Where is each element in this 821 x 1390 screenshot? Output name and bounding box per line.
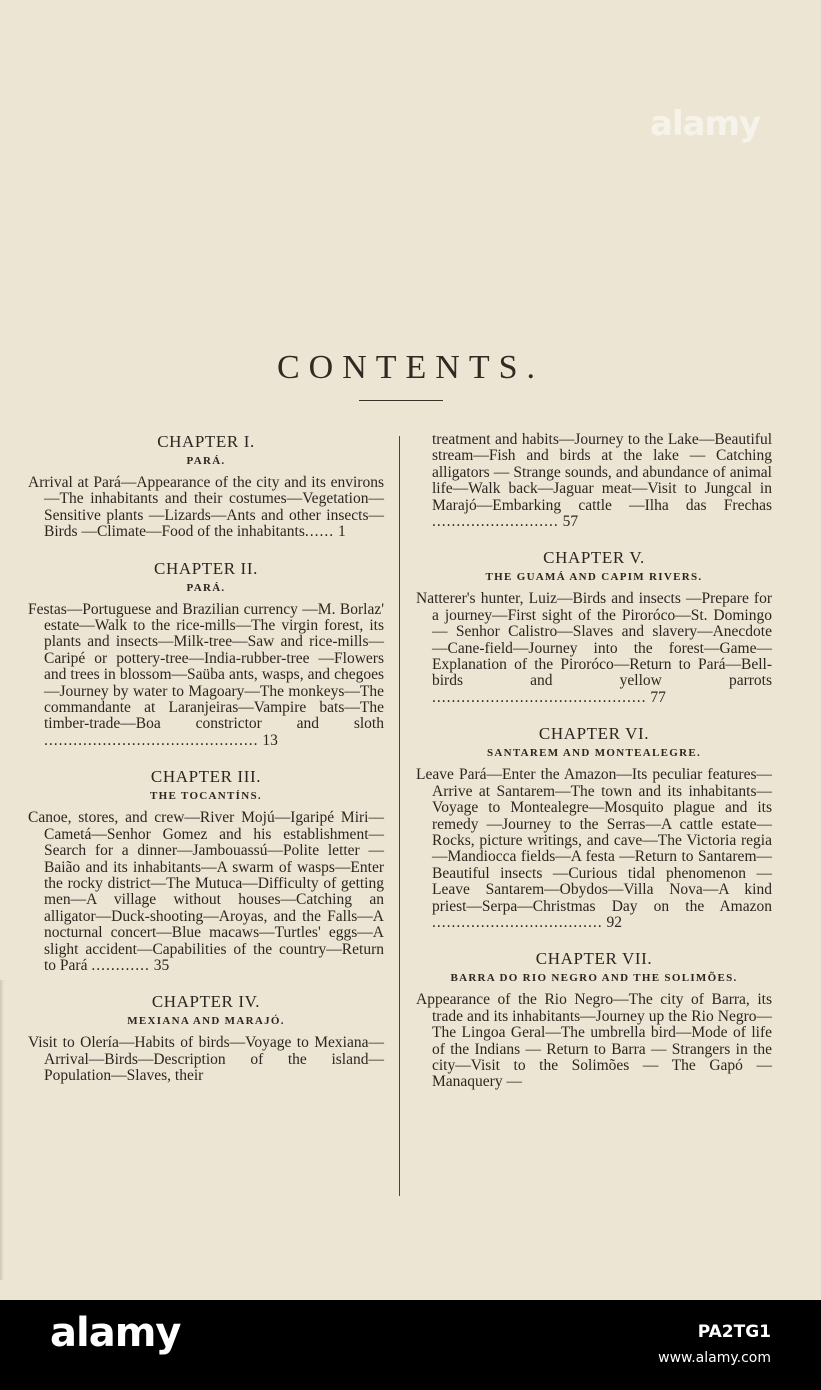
spacer — [416, 931, 772, 949]
summary-text: treatment and habits—Journey to the Lake—Beautiful stream—Fish and birds at the lake — Catching alligators — Strange sounds, and abundance of animal life—Walk back—Jaguar meat—Visit to Jungcal in Marajó—Embarking cattle —Ilha das Frechas — [432, 431, 772, 514]
dot-leaders: ............................................ — [44, 731, 259, 749]
contents-column-right — [416, 432, 772, 1091]
dot-leaders: ............ — [91, 956, 150, 974]
chapter-entry-4-continued — [416, 432, 772, 530]
contents-column-left — [28, 432, 384, 1085]
chapter-heading: CHAPTER I. — [157, 432, 255, 451]
chapter-summary — [416, 992, 772, 1090]
chapter-entry-6 — [416, 724, 772, 931]
page-number: 92 — [606, 913, 622, 931]
spacer — [28, 749, 384, 767]
image-id: PA2TG1 — [697, 1322, 771, 1342]
page-number: 35 — [153, 956, 170, 974]
chapter-summary — [28, 602, 384, 750]
chapter-subtitle: SANTAREM AND MONTEALEGRE. — [486, 747, 702, 760]
chapter-entry-3 — [28, 767, 384, 974]
chapter-summary — [416, 767, 772, 931]
chapter-summary — [416, 591, 772, 706]
summary-text: Arrival at Pará—Appearance of the city and its environs—The inhabitants and their costumes—Vegetation—Sensitive plants —Lizards—Ants and other insects—Birds —Climate—Food of the inhabitants — [28, 474, 384, 541]
column-divider — [399, 436, 400, 1196]
chapter-heading: CHAPTER IV. — [151, 992, 261, 1012]
title-rule — [359, 400, 443, 401]
summary-text: Canoe, stores, and crew—River Mojú—Igaripé Miri—Cametá—Senhor Gomez and his establishment—Search for a dinner—Jambouassú—Polite letter — Baião and its inhabitants—A swarm of wasps—Enter the rocky district—The Mutuca—Difficulty of getting men—A village without houses—Catching an alligator—Duck-shooting—Aroyas, and the Falls—A nocturnal concert—Blue macaws—Turtles' eggs—A slight accident—Capabilities of the country—Return to Pará — [28, 809, 384, 974]
chapter-heading: CHAPTER VI. — [538, 724, 650, 744]
spacer — [416, 706, 772, 724]
page-number: 1 — [338, 523, 346, 541]
chapter-entry-2 — [28, 559, 384, 750]
brand-url: www.alamy.com — [658, 1350, 771, 1366]
page-number: 57 — [562, 513, 579, 531]
chapter-subtitle: MEXIANA AND MARAJÓ. — [127, 1015, 285, 1028]
chapter-subtitle: THE GUAMÁ AND CAPIM RIVERS. — [485, 571, 703, 584]
brand-logo: alamy — [50, 1310, 181, 1356]
chapter-subtitle: THE TOCANTÍNS. — [150, 790, 262, 803]
page-number: 77 — [650, 688, 666, 706]
dot-leaders: ............................................ — [432, 688, 647, 706]
spacer — [416, 530, 772, 548]
summary-text: Appearance of the Rio Negro—The city of Barra, its trade and its inhabitants—Journey up the Rio Negro—The Lingoa Geral—The umbrella bird—Mode of life of the Indians — Return to Barra — Strangers in the city—Visit to the Solimões — The Gapó — Manaquery — — [416, 991, 772, 1091]
dot-leaders: .......................... — [432, 513, 559, 531]
spacer — [28, 541, 384, 559]
chapter-heading: CHAPTER V. — [543, 548, 645, 568]
chapter-summary — [28, 1035, 384, 1084]
chapter-heading: CHAPTER III. — [150, 767, 262, 787]
spacer — [28, 974, 384, 992]
chapter-summary-continued — [416, 432, 772, 530]
summary-text: Natterer's hunter, Luiz—Birds and insects —Prepare for a journey—First sight of the Piroróco—St. Domingo — Senhor Calistro—Slaves and slavery—Anecdote —Cane-field—Journey into the forest—Game—Explanation of the Piroróco—Return to Pará—Bell-birds and yellow parrots — [416, 590, 772, 690]
page-title: CONTENTS. — [276, 348, 545, 386]
chapter-heading: CHAPTER II. — [154, 558, 258, 578]
chapter-heading: CHAPTER VII. — [535, 949, 653, 969]
summary-text: Visit to Olería—Habits of birds—Voyage to Mexiana—Arrival—Birds—Description of the island—Population—Slaves, their — [28, 1034, 384, 1085]
chapter-entry-4 — [28, 992, 384, 1084]
chapter-subtitle: PARÁ. — [186, 581, 226, 594]
chapter-summary — [28, 475, 384, 541]
summary-text: Festas—Portuguese and Brazilian currency —M. Borlaz' estate—Walk to the rice-mills—The virgin forest, its plants and insects—Milk-tree—Saw and rice-mills—Caripé or pottery-tree—India-rubber-tree —Flowers and trees in blossom—Saüba ants, wasps, and chegoes—Journey by water to Magoary—The monkeys—The commandante at Laranjeiras—Vampire bats—The timber-trade—Boa constrictor and sloth — [28, 600, 384, 733]
chapter-entry-7 — [416, 949, 772, 1090]
chapter-entry-5 — [416, 548, 772, 706]
chapter-subtitle: PARÁ. — [186, 455, 226, 467]
page-number: 13 — [262, 731, 278, 749]
chapter-entry-1 — [28, 432, 384, 541]
dot-leaders: ................................... — [432, 913, 603, 931]
dot-leaders: ...... — [304, 523, 335, 541]
watermark-logo: alamy — [650, 104, 761, 144]
summary-text: Leave Pará—Enter the Amazon—Its peculiar features—Arrive at Santarem—The town and its inhabitants—Voyage to Montealegre—Mosquito plague and its remedy —Journey to the Serras—A cattle estate—Rocks, picture writings, and cave—The Victoria regia—Mandiocca fields—A festa —Return to Santarem—Beautiful insects —Curious tidal phenomenon — Leave Santarem—Obydos—Villa Nova—A kind priest—Serpa—Christmas Day on the Amazon — [416, 766, 772, 915]
chapter-summary — [28, 810, 384, 974]
chapter-subtitle: BARRA DO RIO NEGRO AND THE SOLIMÕES. — [450, 972, 738, 985]
page-binding-edge — [0, 980, 4, 1280]
